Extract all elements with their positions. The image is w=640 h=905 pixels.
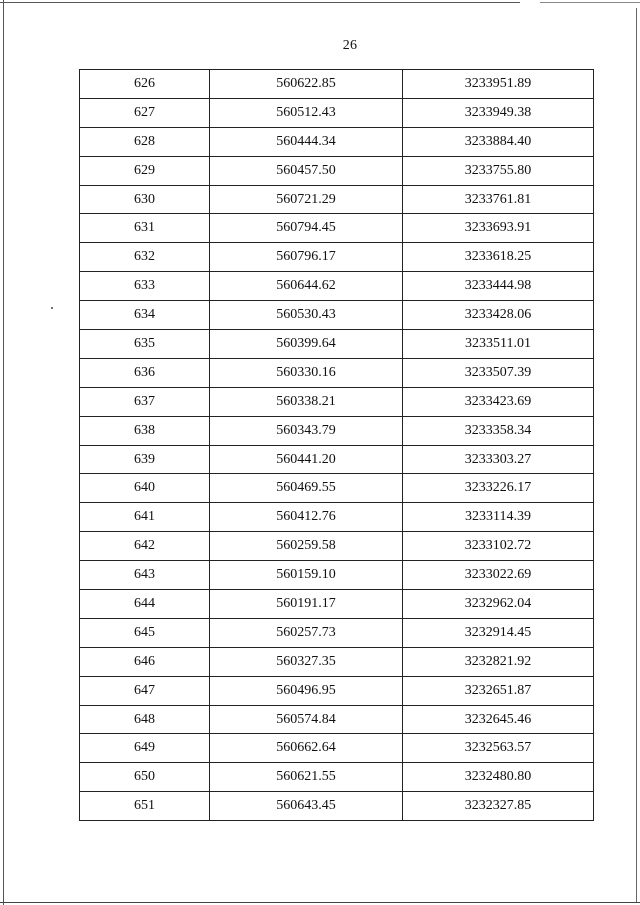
point-number-cell: 637 [80,387,210,416]
y-coordinate-cell: 3233102.72 [403,532,594,561]
y-coordinate-cell: 3233358.34 [403,416,594,445]
x-coordinate-cell: 560327.35 [210,647,403,676]
x-coordinate-cell: 560338.21 [210,387,403,416]
x-coordinate-cell: 560512.43 [210,98,403,127]
page-edge-right [636,8,637,903]
y-coordinate-cell: 3233444.98 [403,272,594,301]
table-row [80,532,594,561]
table-row [80,214,594,243]
y-coordinate-cell: 3233022.69 [403,561,594,590]
x-coordinate-cell: 560469.55 [210,474,403,503]
table-row [80,676,594,705]
page-number: 26 [342,38,358,53]
y-coordinate-cell: 3233303.27 [403,445,594,474]
y-coordinate-cell: 3233693.91 [403,214,594,243]
point-number-cell: 642 [80,532,210,561]
point-number-cell: 638 [80,416,210,445]
x-coordinate-cell: 560496.95 [210,676,403,705]
table-row [80,416,594,445]
point-number-cell: 639 [80,445,210,474]
y-coordinate-cell: 3233423.69 [403,387,594,416]
table-row [80,445,594,474]
table-row [80,474,594,503]
y-coordinate-cell: 3233755.80 [403,156,594,185]
point-number-cell: 647 [80,676,210,705]
y-coordinate-cell: 3232645.46 [403,705,594,734]
x-coordinate-cell: 560662.64 [210,734,403,763]
page-edge-left [3,0,4,905]
y-coordinate-cell: 3233511.01 [403,330,594,359]
x-coordinate-cell: 560444.34 [210,127,403,156]
table-row [80,387,594,416]
table-row [80,127,594,156]
x-coordinate-cell: 560530.43 [210,301,403,330]
table-row [80,792,594,821]
y-coordinate-cell: 3232914.45 [403,618,594,647]
point-number-cell: 646 [80,647,210,676]
table-row [80,705,594,734]
point-number-cell: 632 [80,243,210,272]
point-number-cell: 629 [80,156,210,185]
y-coordinate-cell: 3233226.17 [403,474,594,503]
y-coordinate-cell: 3232563.57 [403,734,594,763]
table-row [80,330,594,359]
x-coordinate-cell: 560643.45 [210,792,403,821]
point-number-cell: 627 [80,98,210,127]
point-number-cell: 636 [80,358,210,387]
point-number-cell: 650 [80,763,210,792]
x-coordinate-cell: 560457.50 [210,156,403,185]
x-coordinate-cell: 560621.55 [210,763,403,792]
table-row [80,503,594,532]
point-number-cell: 651 [80,792,210,821]
table-row [80,358,594,387]
point-number-cell: 640 [80,474,210,503]
table-row [80,561,594,590]
y-coordinate-cell: 3233507.39 [403,358,594,387]
table-row [80,98,594,127]
page-edge-top-right [540,2,640,3]
x-coordinate-cell: 560644.62 [210,272,403,301]
x-coordinate-cell: 560399.64 [210,330,403,359]
x-coordinate-cell: 560412.76 [210,503,403,532]
point-number-cell: 648 [80,705,210,734]
point-number-cell: 631 [80,214,210,243]
x-coordinate-cell: 560159.10 [210,561,403,590]
table-row [80,647,594,676]
y-coordinate-cell: 3232962.04 [403,590,594,619]
point-number-cell: 635 [80,330,210,359]
point-number-cell: 644 [80,590,210,619]
y-coordinate-cell: 3232821.92 [403,647,594,676]
point-number-cell: 645 [80,618,210,647]
y-coordinate-cell: 3233884.40 [403,127,594,156]
point-number-cell: 633 [80,272,210,301]
table-row [80,185,594,214]
page-edge-top [0,2,520,3]
y-coordinate-cell: 3233761.81 [403,185,594,214]
table-row [80,70,594,99]
x-coordinate-cell: 560574.84 [210,705,403,734]
table-row [80,734,594,763]
point-number-cell: 628 [80,127,210,156]
point-number-cell: 634 [80,301,210,330]
point-number-cell: 643 [80,561,210,590]
point-number-cell: 626 [80,70,210,99]
table-row [80,156,594,185]
x-coordinate-cell: 560330.16 [210,358,403,387]
table-row [80,272,594,301]
point-number-cell: 649 [80,734,210,763]
y-coordinate-cell: 3233428.06 [403,301,594,330]
table-row [80,590,594,619]
x-coordinate-cell: 560622.85 [210,70,403,99]
coordinates-table [79,69,594,821]
x-coordinate-cell: 560441.20 [210,445,403,474]
y-coordinate-cell: 3233114.39 [403,503,594,532]
x-coordinate-cell: 560343.79 [210,416,403,445]
y-coordinate-cell: 3232327.85 [403,792,594,821]
point-number-cell: 630 [80,185,210,214]
y-coordinate-cell: 3232651.87 [403,676,594,705]
x-coordinate-cell: 560794.45 [210,214,403,243]
y-coordinate-cell: 3233949.38 [403,98,594,127]
table-row [80,618,594,647]
x-coordinate-cell: 560259.58 [210,532,403,561]
table-row [80,243,594,272]
y-coordinate-cell: 3233618.25 [403,243,594,272]
point-number-cell: 641 [80,503,210,532]
x-coordinate-cell: 560721.29 [210,185,403,214]
table-row [80,763,594,792]
x-coordinate-cell: 560796.17 [210,243,403,272]
y-coordinate-cell: 3233951.89 [403,70,594,99]
table-row [80,301,594,330]
x-coordinate-cell: 560191.17 [210,590,403,619]
x-coordinate-cell: 560257.73 [210,618,403,647]
scan-speck [51,307,53,309]
y-coordinate-cell: 3232480.80 [403,763,594,792]
page-edge-bottom [0,902,640,903]
